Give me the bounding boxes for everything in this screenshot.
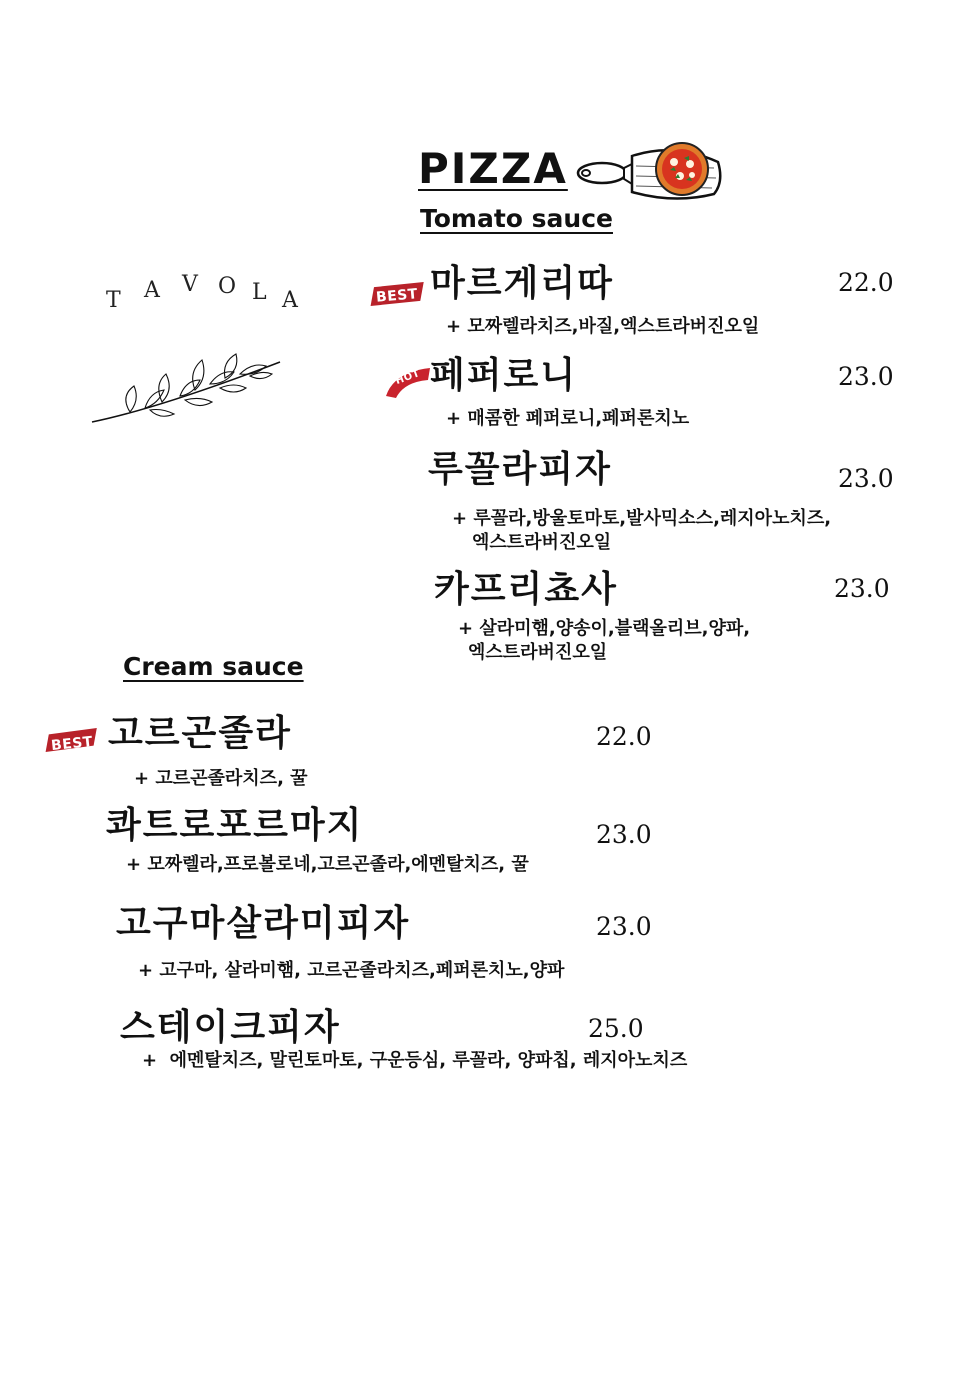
menu-item-name: 페퍼로니 xyxy=(430,355,578,396)
brand-letter: A xyxy=(144,278,160,303)
pizza-board-icon xyxy=(574,142,724,204)
menu-item-name: 카프리쵸사 xyxy=(434,569,618,610)
menu-item-desc: + 모짜렐라치즈,바질,엑스트라버진오일 xyxy=(446,316,760,337)
brand-letter: V xyxy=(182,272,198,297)
menu-item-name: 스테이크피자 xyxy=(120,1007,341,1048)
menu-item-name: 마르게리따 xyxy=(430,263,614,304)
menu-item-price: 23.0 xyxy=(596,820,652,849)
brand-logo xyxy=(100,272,310,332)
best-badge: BEST xyxy=(375,286,419,306)
menu-item-desc: 엑스트라버진오일 xyxy=(472,532,612,553)
menu-item-name: 루꼴라피자 xyxy=(428,449,612,490)
olive-branch-icon xyxy=(90,350,285,426)
hot-badge: HOT xyxy=(394,368,422,388)
menu-title: PIZZA xyxy=(418,144,568,193)
menu-item-name: 고구마살라미피자 xyxy=(116,903,411,944)
menu-item-price: 23.0 xyxy=(838,362,894,391)
menu-item-desc: 엑스트라버진오일 xyxy=(468,642,608,663)
menu-item-name: 고르곤졸라 xyxy=(108,713,292,754)
cream-sauce-heading: Cream sauce xyxy=(123,652,304,681)
menu-item-price: 22.0 xyxy=(838,268,894,297)
menu-item-name: 콰트로포르마지 xyxy=(106,805,364,846)
menu-item-price: 23.0 xyxy=(596,912,652,941)
menu-item-price: 22.0 xyxy=(596,722,652,751)
tomato-sauce-heading: Tomato sauce xyxy=(420,204,613,233)
menu-item-desc: + 살라미햄,양송이,블랙올리브,양파, xyxy=(458,618,751,639)
brand-letter: T xyxy=(106,288,121,313)
menu-item-desc: + 매콤한 페퍼로니,페퍼론치노 xyxy=(446,408,690,429)
menu-item-price: 23.0 xyxy=(838,464,894,493)
menu-item-price: 25.0 xyxy=(588,1014,644,1043)
brand-letter: L xyxy=(252,280,267,305)
menu-item-desc: + 루꼴라,방울토마토,발사믹소스,레지아노치즈, xyxy=(452,508,832,529)
best-badge: BEST xyxy=(50,733,94,755)
brand-letter: A xyxy=(282,288,298,313)
menu-item-price: 23.0 xyxy=(834,574,890,603)
menu-item-desc: + 고르곤졸라치즈, 꿀 xyxy=(134,768,308,789)
menu-item-desc: + 에멘탈치즈, 말린토마토, 구운등심, 루꼴라, 양파칩, 레지아노치즈 xyxy=(142,1050,688,1071)
brand-letter: O xyxy=(218,274,237,299)
menu-item-desc: + 모짜렐라,프로볼로네,고르곤졸라,에멘탈치즈, 꿀 xyxy=(126,854,529,875)
menu-item-desc: + 고구마, 살라미햄, 고르곤졸라치즈,페퍼론치노,양파 xyxy=(138,960,565,981)
